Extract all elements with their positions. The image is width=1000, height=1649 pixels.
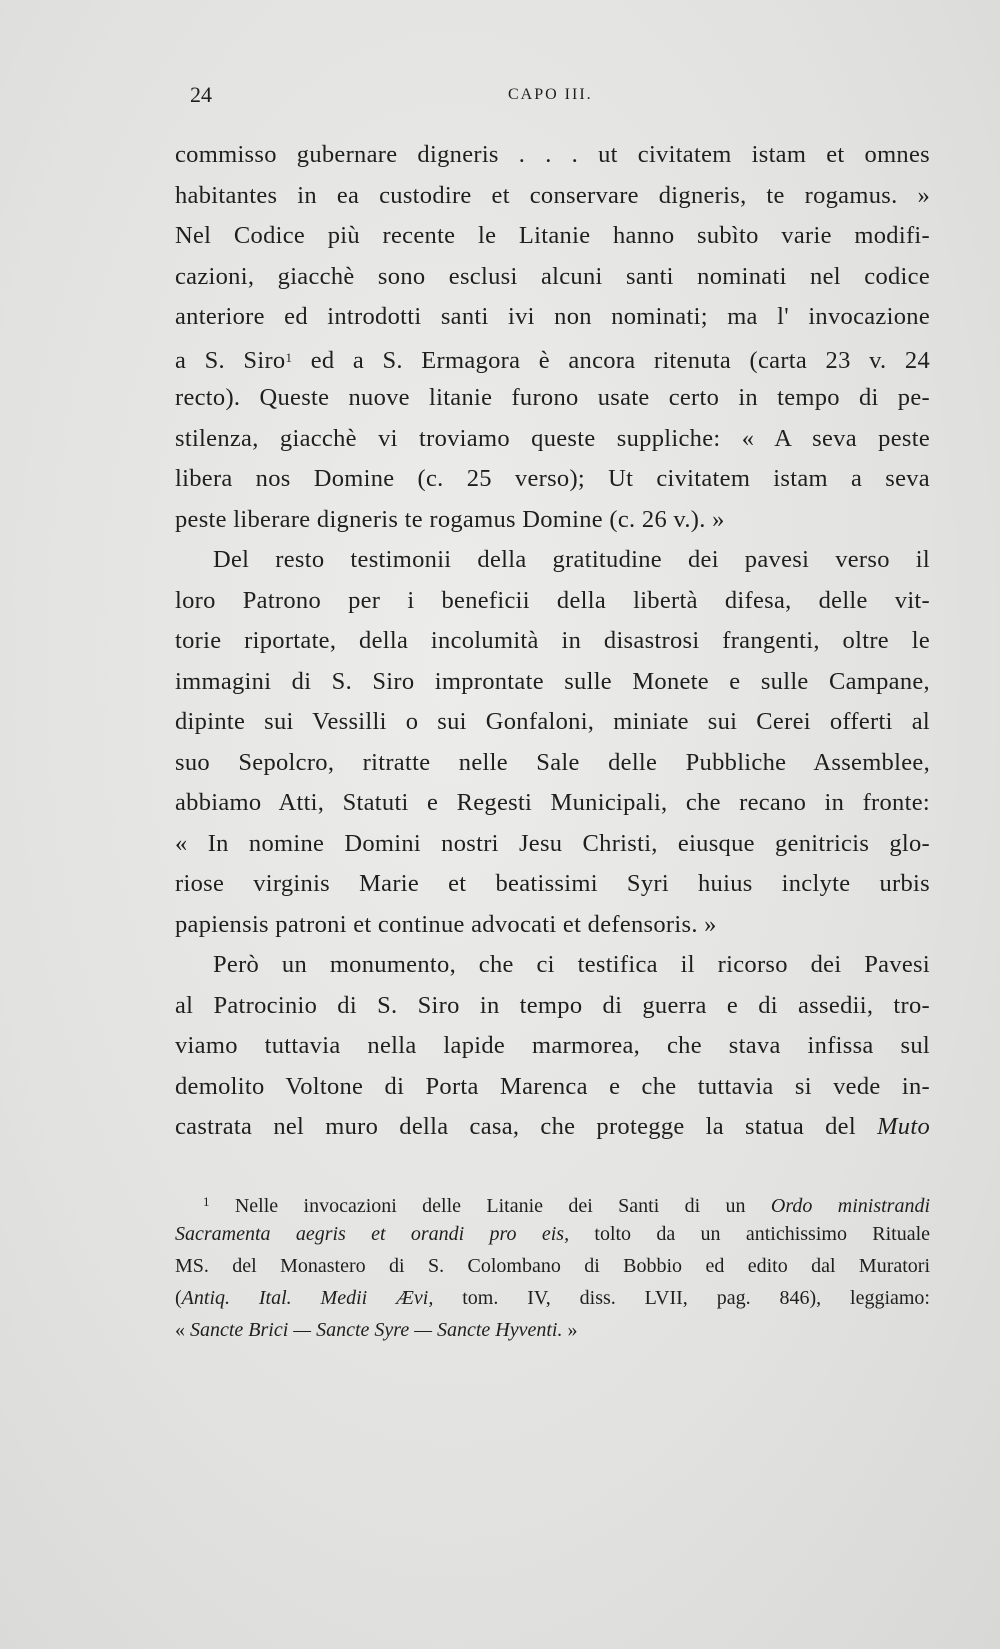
- footnote-separator: [175, 1148, 930, 1186]
- footnote-line: [175, 1314, 930, 1346]
- text-line: libera nos Domine (c. 25 verso); Ut civitatem istam a seva: [175, 465, 930, 492]
- text-line: torie riportate, della incolumità in disastrosi frangenti, oltre le: [175, 627, 930, 654]
- footnote-line: [175, 1282, 930, 1314]
- text-line: demolito Voltone di Porta Marenca e che tuttavia si vede in-: [175, 1072, 930, 1100]
- text-fragment: castrata nel muro della casa, che protegge la statua del: [175, 1113, 856, 1140]
- italic-text: Muto: [877, 1113, 930, 1140]
- italic-text: Ordo ministrandi: [770, 1194, 930, 1217]
- italic-text: Sancte Brici — Sancte Syre — Sancte Hyventi.: [190, 1318, 563, 1341]
- text-line: habitantes in ea custodire et conservare digneris, te rogamus. »: [175, 181, 930, 209]
- text-fragment: (: [175, 1286, 182, 1309]
- footnote-line: [175, 1186, 930, 1218]
- text-fragment: «: [175, 1318, 185, 1341]
- text-line: riose virginis Marie et beatissimi Syri huius inclyte urbis: [175, 870, 930, 897]
- text-line: [175, 1107, 930, 1148]
- text-line: cazioni, giacchè sono esclusi alcuni santi nominati nel codice: [175, 262, 930, 290]
- text-line: peste liberare digneris te rogamus Domine (c. 26 v.). »: [175, 505, 725, 533]
- text-line: dipinte sui Vessilli o sui Gonfaloni, miniate sui Cerei offerti al: [175, 708, 930, 735]
- text-fragment: tolto da un antichissimo Rituale: [594, 1222, 931, 1245]
- text-line: abbiamo Atti, Statuti e Regesti Municipali, che recano in fronte:: [175, 789, 930, 816]
- text-line: « In nomine Domini nostri Jesu Christi, eiusque genitricis glo-: [175, 829, 930, 857]
- text-line: suo Sepolcro, ritratte nelle Sale delle Pubbliche Assemblee,: [175, 748, 930, 776]
- text-line: immagini di S. Siro improntate sulle Monete e sulle Campane,: [175, 667, 930, 695]
- text-line: recto). Queste nuove litanie furono usate certo in tempo di pe-: [175, 384, 930, 411]
- text-line: stilenza, giacchè vi troviamo queste suppliche: « A seva peste: [175, 424, 930, 452]
- text-line: anteriore ed introdotti santi ivi non nominati; ma l' invocazione: [175, 303, 930, 330]
- italic-text: Sacramenta aegris et orandi pro eis,: [175, 1222, 570, 1245]
- text-line: Però un monumento, che ci testifica il ricorso dei Pavesi: [213, 951, 930, 978]
- text-fragment: tom. IV, diss. LVII, pag. 846), leggiamo:: [462, 1286, 930, 1309]
- page-number: 24: [190, 82, 212, 107]
- footnote-line: [175, 1218, 930, 1250]
- paragraph-2: [175, 540, 930, 945]
- running-head: CAPO III.: [508, 86, 593, 103]
- footnote-marker: 1: [203, 1193, 210, 1209]
- footnote-line: MS. del Monastero di S. Colombano di Bobbio ed edito dal Muratori: [175, 1254, 930, 1277]
- text-fragment: Nelle invocazioni delle Litanie dei Santi di un: [234, 1194, 746, 1217]
- body-text: [175, 135, 930, 1346]
- text-line: Nel Codice più recente le Litanie hanno subìto varie modifi-: [175, 222, 930, 249]
- text-line: papiensis patroni et continue advocati et defensoris. »: [175, 910, 717, 938]
- footnote-marker: 1: [285, 349, 293, 365]
- text-fragment: a S. Siro: [175, 346, 286, 374]
- footnote: [175, 1186, 930, 1346]
- text-fragment: ed a S. Ermagora è ancora ritenuta (carta 23 v. 24: [310, 346, 930, 374]
- paragraph-1: [175, 135, 930, 540]
- text-line: loro Patrono per i beneficii della libertà difesa, delle vit-: [175, 586, 930, 614]
- text-fragment: »: [567, 1318, 578, 1341]
- text-line: al Patrocinio di S. Siro in tempo di guerra e di assedii, tro-: [175, 991, 930, 1019]
- text-line: Del resto testimonii della gratitudine dei pavesi verso il: [213, 546, 930, 573]
- page-header: [0, 82, 1000, 112]
- paragraph-3: [175, 945, 930, 1148]
- text-line: [175, 338, 930, 379]
- text-line: commisso gubernare digneris . . . ut civitatem istam et omnes: [175, 141, 930, 168]
- text-line: viamo tuttavia nella lapide marmorea, che stava infissa sul: [175, 1032, 930, 1059]
- italic-text: Antiq. Ital. Medii Ævi,: [181, 1286, 434, 1309]
